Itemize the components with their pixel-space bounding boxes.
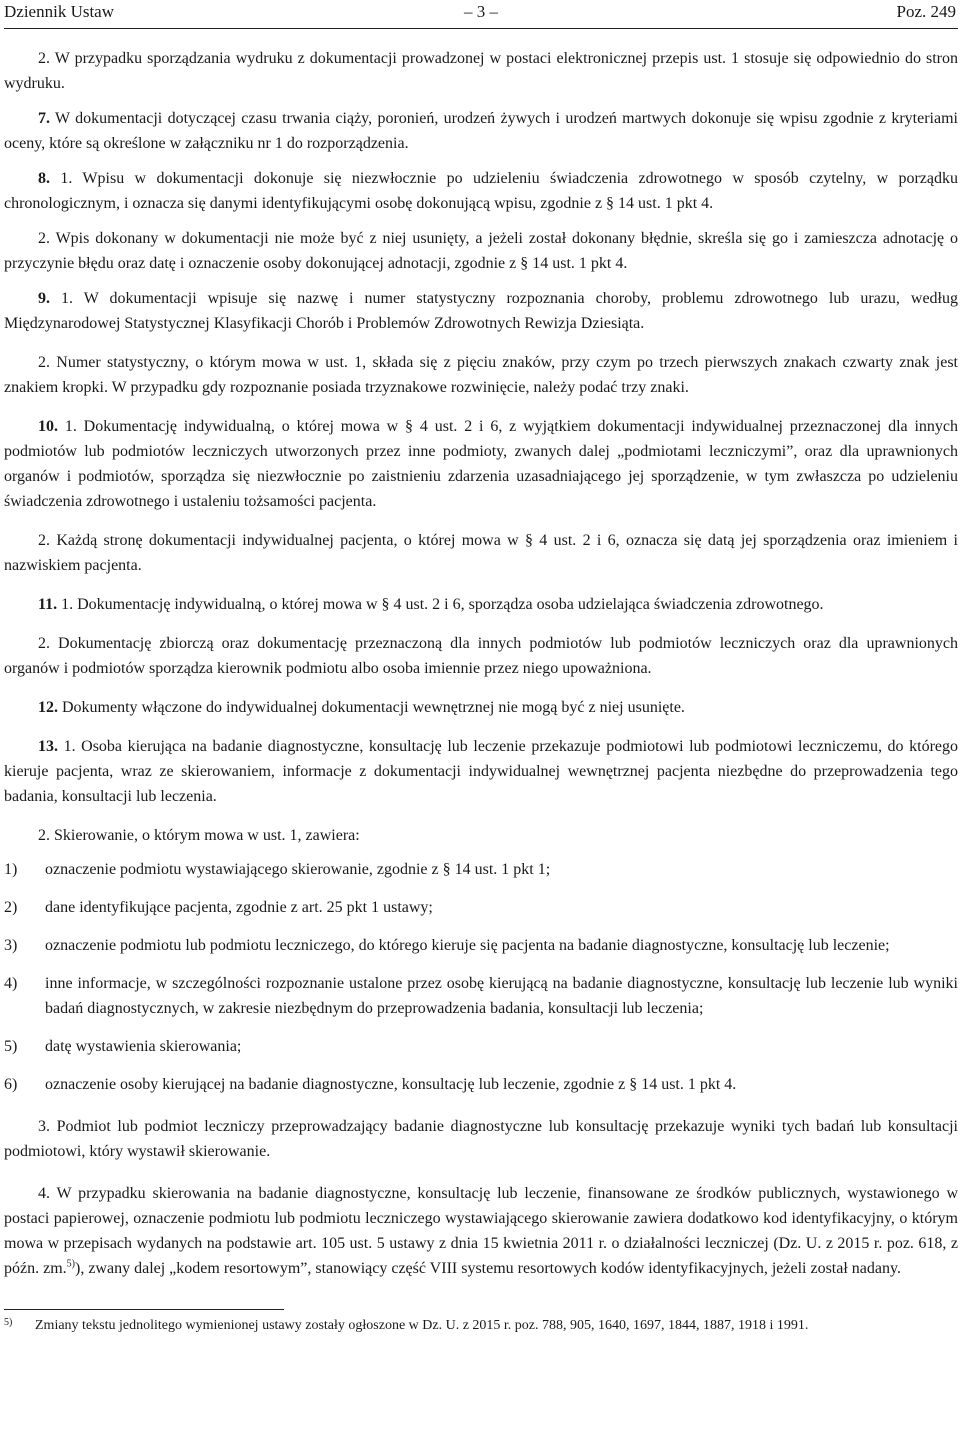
paragraph-8-2: 2. Wpis dokonany w dokumentacji nie może być z niej usunięty, a jeżeli został dokonany błędnie, skreśla się go i zamieszcza adnotację o przyczynie błędu oraz datę i oznaczenie osoby dokonującej adnotacji, zgodnie z § 14 ust. 1 pkt 4. <box>4 230 958 272</box>
paragraph-11-2: 2. Dokumentację zbiorczą oraz dokumentację przeznaczoną dla innych podmiotów lub podmiotów leczniczych oraz dla uprawnionych organów i podmiotów sporządza kierownik podmiotu albo osoba imiennie przez niego upoważniona. <box>4 635 958 677</box>
footnote <box>4 1316 958 1336</box>
section-9-1-text: 1. W dokumentacji wpisuje się nazwę i numer statystyczny rozpoznania choroby, problemu zdrowotnego lub urazu, według Międzynarodowej Statystycznej Klasyfikacji Chorób i Problemów Zdrowotnych Rewizja Dziesiąta. <box>4 290 959 332</box>
position-number: Poz. 249 <box>896 2 956 21</box>
list-item-number: 2) <box>4 899 18 916</box>
list-item-text: oznaczenie podmiotu lub podmiotu leczniczego, do którego kieruje się pacjenta na badanie diagnostyczne, konsultację lub leczenie; <box>45 937 890 954</box>
footnote-divider <box>4 1309 284 1310</box>
footnote-text: Zmiany tekstu jednolitego wymienionej ustawy zostały ogłoszone w Dz. U. z 2015 r. poz. 788, 905, 1640, 1697, 1844, 1887, 1918 i 1991. <box>35 1318 809 1333</box>
list-item-number: 1) <box>4 861 18 878</box>
paragraph-13-2: 2. Skierowanie, o którym mowa w ust. 1, zawiera: <box>38 827 360 844</box>
list-item <box>4 1072 958 1097</box>
section-11-number: 11. <box>38 596 58 613</box>
footnote-marker: 5) <box>4 1317 13 1328</box>
list-item <box>4 971 958 1021</box>
section-7-text: W dokumentacji dotyczącej czasu trwania ciąży, poronień, urodzeń żywych i urodzeń martwych dokonuje się wpisu zgodnie z kryteriami oceny, które są określone w załączniku nr 1 do rozporządzenia. <box>4 110 958 152</box>
paragraph-9-1 <box>4 286 958 336</box>
paragraph-12 <box>4 695 958 720</box>
paragraph-13-4 <box>4 1181 958 1281</box>
paragraph-10-2: 2. Każdą stronę dokumentacji indywidualnej pacjenta, o której mowa w § 4 ust. 2 i 6, oznacza się datą jej sporządzenia oraz imieniem i nazwiskiem pacjenta. <box>4 532 958 574</box>
section-13-4-text-end: ), zwany dalej „kodem resortowym”, stanowiący część VIII systemu resortowych kodów identyfikacyjnych, jeżeli został nadany. <box>75 1260 901 1277</box>
section-13-4-text: 4. W przypadku skierowania na badanie diagnostyczne, konsultację lub leczenie, finansowane ze środków publicznych, wystawionego w postaci papierowej, oznaczenie podmiotu lub podmiotu leczniczego wystawiającego skierowanie zawiera dodatkowo kod identyfikacyjny, o którym mowa w przepisach wydanych na podstawie art. 105 ust. 5 ustawy z dnia 15 kwietnia 2011 r. o działalności leczniczej (Dz. U. z 2015 r. poz. 618, z późn. zm. <box>4 1185 958 1277</box>
list-item <box>4 895 958 920</box>
list-item-number: 4) <box>4 975 18 992</box>
list-item <box>4 1034 958 1059</box>
section-8-1-text: 1. Wpisu w dokumentacji dokonuje się niezwłocznie po udzieleniu świadczenia zdrowotnego w sposób czytelny, w porządku chronologicznym, i oznacza się danymi identyfikującymi osobę dokonującą wpisu, zgodnie z § 14 ust. 1 pkt 4. <box>4 170 959 212</box>
section-12-text: Dokumenty włączone do indywidualnej dokumentacji wewnętrznej nie mogą być z niej usunięte. <box>62 699 685 716</box>
footnote-reference: 5) <box>66 1258 75 1270</box>
list-item-text: dane identyfikujące pacjenta, zgodnie z art. 25 pkt 1 ustawy; <box>45 899 433 916</box>
paragraph-9-2: 2. Numer statystyczny, o którym mowa w ust. 1, składa się z pięciu znaków, przy czym po trzech pierwszych znakach czwarty znak jest znakiem kropki. W przypadku gdy rozpoznanie posiada trzyznakowe rozwinięcie, należy podać trzy znaki. <box>4 354 958 396</box>
page-header <box>4 0 958 29</box>
paragraph-13-3: 3. Podmiot lub podmiot leczniczy przeprowadzający badanie diagnostyczne lub konsultację przekazuje wyniki tych badań lub konsultacji podmiotowi, który wystawił skierowanie. <box>4 1118 958 1160</box>
section-10-1-text: 1. Dokumentację indywidualną, o której mowa w § 4 ust. 2 i 6, z wyjątkiem dokumentacji indywidualnej przeznaczonej dla innych podmiotów lub podmiotów leczniczych utworzonych przez inne podmioty, zwanych dalej „podmiotami leczniczymi”, oraz dla uprawnionych organów i podmiotów, sporządza się niezwłocznie po zaistnieniu zdarzenia uzasadniającego jej sporządzenie, w tym zwłaszcza po udzieleniu świadczenia zdrowotnego i ustaleniu tożsamości pacjenta. <box>4 418 959 510</box>
paragraph-6-2: 2. W przypadku sporządzania wydruku z dokumentacji prowadzonej w postaci elektronicznej przepis ust. 1 stosuje się odpowiednio do stron wydruku. <box>4 50 958 92</box>
paragraph-13-1 <box>4 734 958 809</box>
paragraph-10-1 <box>4 414 958 514</box>
list-item-text: oznaczenie podmiotu wystawiającego skierowanie, zgodnie z § 14 ust. 1 pkt 1; <box>45 861 551 878</box>
list-item-text: inne informacje, w szczególności rozpoznanie ustalone przez osobę kierującą na badanie diagnostyczne, konsultację lub leczenie lub wyniki badań diagnostycznych, w zakresie niezbędnym do przeprowadzenia badania, konsultacji lub leczenia; <box>45 975 958 1017</box>
list-item-number: 3) <box>4 937 18 954</box>
section-10-number: 10. <box>38 418 58 435</box>
section-13-number: 13. <box>38 738 58 755</box>
list-item-number: 6) <box>4 1076 18 1093</box>
paragraph-7 <box>4 106 958 156</box>
referral-contents-list <box>4 857 958 1097</box>
list-item <box>4 933 958 958</box>
list-item-number: 5) <box>4 1038 18 1055</box>
paragraph-8-1 <box>4 166 958 216</box>
list-item-text: oznaczenie osoby kierującej na badanie diagnostyczne, konsultację lub leczenie, zgodnie z § 14 ust. 1 pkt 4. <box>45 1076 737 1093</box>
section-8-number: 8. <box>38 170 50 187</box>
section-13-1-text: 1. Osoba kierująca na badanie diagnostyczne, konsultację lub leczenie przekazuje podmiotowi lub podmiotowi leczniczemu, do którego kieruje pacjenta, wraz ze skierowaniem, informacje z dokumentacji indywidualnej wewnętrznej pacjenta niezbędne do przeprowadzenia tego badania, konsultacji lub leczenia. <box>4 738 959 805</box>
section-7-number: 7. <box>38 110 50 127</box>
journal-title: Dziennik Ustaw <box>4 2 115 21</box>
paragraph-11-1 <box>4 592 958 617</box>
page-number: – 3 – <box>464 2 498 21</box>
list-item <box>4 857 958 882</box>
document-page <box>4 0 958 1336</box>
section-12-number: 12. <box>38 699 58 716</box>
section-11-1-text: 1. Dokumentację indywidualną, o której mowa w § 4 ust. 2 i 6, sporządza osoba udzielająca świadczenia zdrowotnego. <box>61 596 824 613</box>
list-item-text: datę wystawienia skierowania; <box>45 1038 242 1055</box>
section-9-number: 9. <box>38 290 50 307</box>
